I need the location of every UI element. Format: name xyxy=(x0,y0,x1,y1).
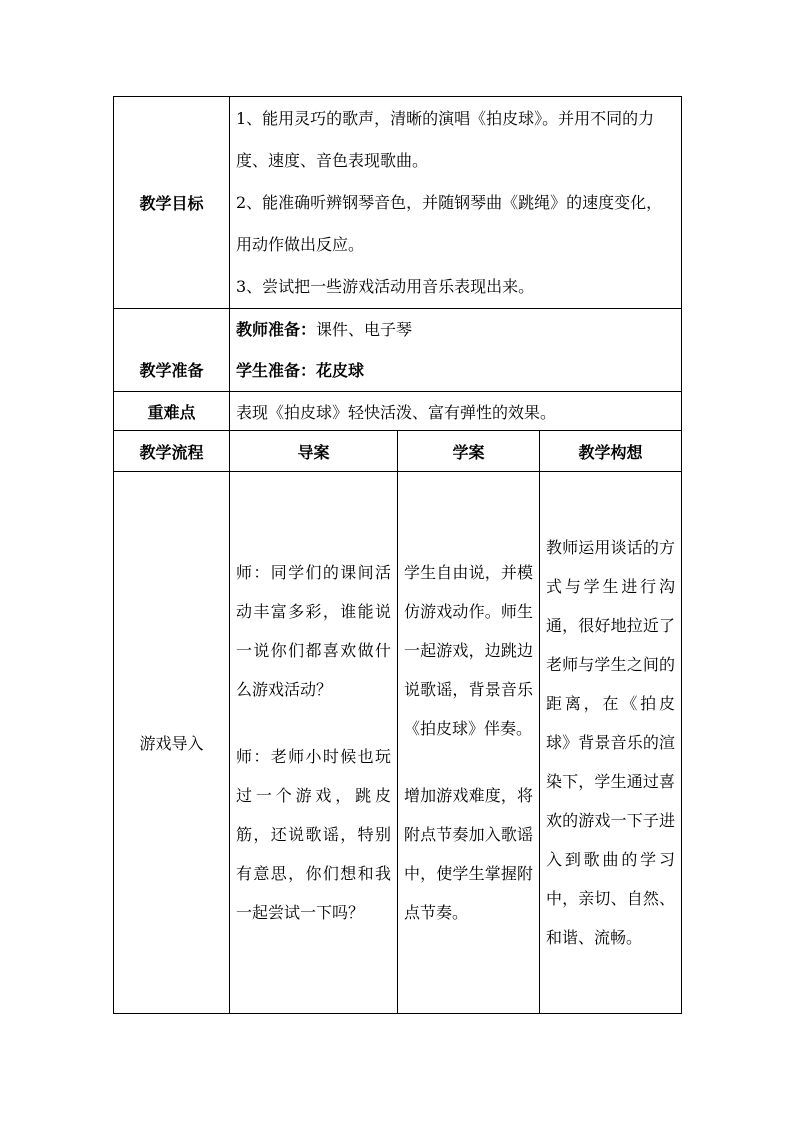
concept-cell xyxy=(540,472,682,1014)
preparation-content xyxy=(230,309,682,392)
study-paragraph: 增加游戏难度，将附点节奏加入歌谣中，使学生掌握附点节奏。 xyxy=(404,786,533,922)
guide-paragraph: 师：同学们的课间活动丰富多彩，谁能说一说你们都喜欢做什么游戏活动？ xyxy=(236,563,391,699)
preparation-label: 教学准备 xyxy=(114,309,230,392)
flow-row xyxy=(114,472,682,1014)
teacher-preparation-label: 教师准备： xyxy=(236,320,317,339)
objectives-label: 教学目标 xyxy=(114,97,230,309)
guide-paragraph: 师：老师小时候也玩过一个游戏，跳皮筋，还说歌谣，特别有意思，你们想和我一起尝试一下吗？ xyxy=(236,747,391,922)
student-preparation xyxy=(236,350,675,391)
flow-header-process: 教学流程 xyxy=(114,431,230,472)
study-cell xyxy=(398,472,540,1014)
lesson-plan-table xyxy=(113,96,682,1014)
study-paragraph: 学生自由说，并模仿游戏动作。师生一起游戏，边跳边说歌谣，背景音乐《拍皮球》伴奏。 xyxy=(404,563,533,738)
objective-item: 3、尝试把一些游戏活动用音乐表现出来。 xyxy=(236,276,535,296)
teacher-preparation xyxy=(236,309,675,350)
flow-header-guide: 导案 xyxy=(230,431,398,472)
flow-header-study: 学案 xyxy=(398,431,540,472)
key-points-text: 表现《拍皮球》轻快活泼、富有弹性的效果。 xyxy=(230,392,682,431)
objective-item: 1、能用灵巧的歌声，清晰的演唱《拍皮球》。并用不同的力度、速度、音色表现歌曲。 xyxy=(236,108,655,170)
concept-paragraph: 教师运用谈话的方式与学生进行沟通，很好地拉近了老师与学生之间的距离，在《拍皮球》背景音乐的渲染下，学生通过喜欢的游戏一下子进入到歌曲的学习中，亲切、自然、和谐、流畅。 xyxy=(546,538,676,947)
key-points-label: 重难点 xyxy=(114,392,230,431)
key-points-row xyxy=(114,392,682,431)
flow-header-concept: 教学构想 xyxy=(540,431,682,472)
flow-stage-label: 游戏导入 xyxy=(114,472,230,1014)
teacher-preparation-value: 课件、电子琴 xyxy=(316,320,413,339)
preparation-row xyxy=(114,309,682,392)
student-preparation-label: 学生准备： xyxy=(236,361,317,380)
objectives-content xyxy=(230,97,682,309)
student-preparation-value: 花皮球 xyxy=(316,361,365,380)
guide-cell xyxy=(230,472,398,1014)
objective-item: 2、能准确听辨钢琴音色，并随钢琴曲《跳绳》的速度变化，用动作做出反应。 xyxy=(236,192,663,254)
objectives-row xyxy=(114,97,682,309)
flow-header-row xyxy=(114,431,682,472)
